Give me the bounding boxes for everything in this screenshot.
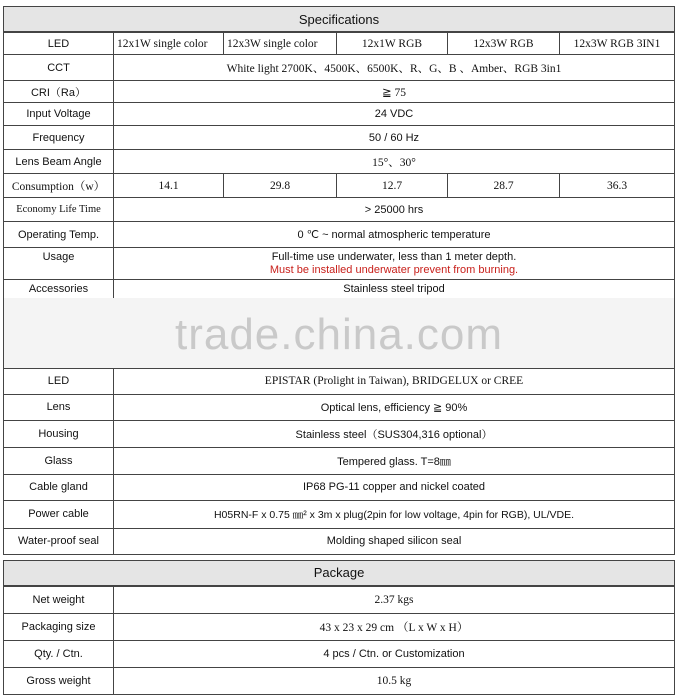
lens-beam-value: 15°、30° (114, 150, 675, 174)
glass-value: Tempered glass. T=8㎜ (114, 447, 675, 474)
row-label: Consumption（w） (4, 174, 114, 198)
table-row (4, 33, 675, 55)
table-row (4, 150, 675, 174)
led-col-2: 12x3W single color (224, 33, 337, 55)
table-row (4, 81, 675, 103)
waterproof-value: Molding shaped silicon seal (114, 528, 675, 554)
table-row (4, 528, 675, 554)
table-row (4, 222, 675, 248)
specifications-header: Specifications (3, 6, 675, 32)
package-header: Package (3, 560, 675, 586)
input-voltage-value: 24 VDC (114, 103, 675, 126)
net-weight-value: 2.37 kgs (114, 586, 675, 613)
table-row (4, 198, 675, 222)
table-row (4, 174, 675, 198)
table-row (4, 394, 675, 420)
spec-table-top (3, 32, 675, 298)
cct-value: White light 2700K、4500K、6500K、R、G、B 、Amber、RGB 3in1 (114, 55, 675, 81)
cable-gland-value: IP68 PG-11 copper and nickel coated (114, 474, 675, 500)
row-label: Frequency (4, 126, 114, 150)
usage-value: Full-time use underwater, less than 1 meter depth. (271, 250, 517, 263)
table-row (4, 103, 675, 126)
led-col-5: 12x3W RGB 3IN1 (560, 33, 675, 55)
row-label: Input Voltage (4, 103, 114, 126)
row-label: Gross weight (4, 667, 114, 694)
row-label: LED (4, 33, 114, 55)
row-label: Usage (4, 248, 114, 280)
consumption-col-5: 36.3 (560, 174, 675, 198)
row-label: Packaging size (4, 613, 114, 640)
table-row (4, 280, 675, 298)
consumption-col-1: 14.1 (114, 174, 224, 198)
watermark-band (3, 298, 675, 368)
row-label: CCT (4, 55, 114, 81)
usage-warning: Must be installed underwater prevent from burning. (269, 263, 519, 276)
gross-weight-value: 10.5 kg (114, 667, 675, 694)
usage-cell (114, 248, 675, 280)
row-label: Economy Life Time (4, 198, 114, 222)
table-row (4, 586, 675, 613)
led-col-3: 12x1W RGB (337, 33, 448, 55)
row-label: Accessories (4, 280, 114, 298)
life-value: > 25000 hrs (114, 198, 675, 222)
table-row (4, 500, 675, 528)
power-cable-value: H05RN-F x 0.75 ㎜² x 3m x plug(2pin for low voltage, 4pin for RGB), UL/VDE. (114, 500, 675, 528)
watermark: trade.china.com (174, 309, 504, 359)
table-row (4, 55, 675, 81)
packaging-size-value: 43 x 23 x 29 cm （L x W x H） (114, 613, 675, 640)
table-row (4, 248, 675, 280)
accessories-value: Stainless steel tripod (114, 280, 675, 298)
consumption-col-2: 29.8 (224, 174, 337, 198)
cri-value: ≧ 75 (114, 81, 675, 103)
row-label: Qty. / Ctn. (4, 640, 114, 667)
table-row (4, 613, 675, 640)
consumption-col-4: 28.7 (448, 174, 560, 198)
row-label: Lens Beam Angle (4, 150, 114, 174)
row-label: Power cable (4, 500, 114, 528)
led-col-4: 12x3W RGB (448, 33, 560, 55)
row-label: Net weight (4, 586, 114, 613)
consumption-col-3: 12.7 (337, 174, 448, 198)
table-row (4, 420, 675, 447)
row-label: Lens (4, 394, 114, 420)
led-source-value: EPISTAR (Prolight in Taiwan), BRIDGELUX or CREE (114, 368, 675, 394)
row-label: Water-proof seal (4, 528, 114, 554)
led-col-1: 12x1W single color (114, 33, 224, 55)
row-label: LED (4, 368, 114, 394)
spec-table-bottom (3, 368, 675, 555)
housing-value: Stainless steel（SUS304,316 optional） (114, 420, 675, 447)
table-row (4, 126, 675, 150)
row-label: Glass (4, 447, 114, 474)
row-label: CRI（Ra） (4, 81, 114, 103)
operating-temp-value: 0 ℃ ~ normal atmospheric temperature (114, 222, 675, 248)
table-row (4, 368, 675, 394)
spec-sheet (3, 6, 675, 695)
package-table (3, 586, 675, 695)
row-label: Cable gland (4, 474, 114, 500)
table-row (4, 474, 675, 500)
table-row (4, 640, 675, 667)
table-row (4, 667, 675, 694)
row-label: Operating Temp. (4, 222, 114, 248)
table-row (4, 447, 675, 474)
row-label: Housing (4, 420, 114, 447)
qty-value: 4 pcs / Ctn. or Customization (114, 640, 675, 667)
frequency-value: 50 / 60 Hz (114, 126, 675, 150)
lens-value: Optical lens, efficiency ≧ 90% (114, 394, 675, 420)
